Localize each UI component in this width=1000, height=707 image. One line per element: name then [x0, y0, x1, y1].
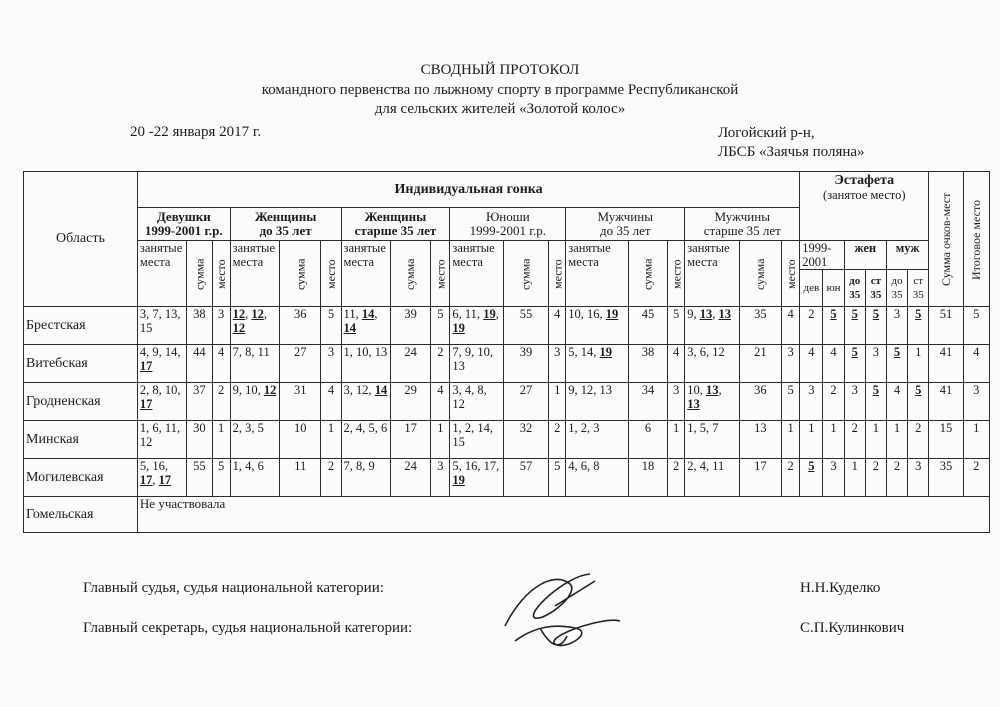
cell-sum: 21	[739, 345, 781, 383]
header-sum-5: сумма	[739, 241, 781, 307]
relay-value: 2	[851, 421, 858, 435]
cell-taken: 10, 16, 19	[566, 307, 629, 345]
group-line-2: старше 35 лет	[354, 223, 437, 238]
table-row	[24, 421, 990, 459]
relay-value: 2	[830, 383, 837, 397]
judge-name: Н.Н.Куделко	[800, 580, 881, 596]
cell-place: 3	[212, 307, 230, 345]
header-place-0: место	[212, 241, 230, 307]
relay-1999: 1999-2001	[800, 241, 844, 270]
cell-sum: 55	[503, 307, 548, 345]
cell-relay	[800, 459, 823, 497]
cell-relay	[865, 345, 886, 383]
header-taken-1: занятые места	[230, 241, 279, 307]
cell-place: 5	[668, 307, 685, 345]
cell-relay	[800, 383, 823, 421]
header-taken-0: занятые места	[137, 241, 186, 307]
cell-sum: 31	[280, 383, 321, 421]
relay-value: 5	[851, 345, 858, 359]
cell-place: 3	[321, 345, 341, 383]
group-line-1: Юноши	[485, 209, 530, 224]
cell-taken: 2, 4, 11	[685, 459, 739, 497]
cell-sum: 6	[628, 421, 667, 459]
cell-final: 4	[963, 345, 989, 383]
cell-place: 4	[549, 307, 566, 345]
cell-place: 3	[549, 345, 566, 383]
cell-place: 2	[549, 421, 566, 459]
header-region: Область	[24, 172, 138, 307]
table-row	[24, 459, 990, 497]
cell-place: 1	[431, 421, 450, 459]
cell-relay	[800, 307, 823, 345]
header-sum-2: сумма	[390, 241, 430, 307]
cell-place: 4	[321, 383, 341, 421]
cell-place: 5	[431, 307, 450, 345]
gomel-note: Не участвовала	[137, 497, 989, 533]
relay-subtitle: (занятое место)	[823, 188, 906, 202]
doc-subtitle-2: для сельских жителей «Золотой колос»	[374, 101, 626, 117]
cell-place: 4	[668, 345, 685, 383]
cell-relay	[800, 345, 823, 383]
cell-place: 3	[782, 345, 800, 383]
relay-value: 3	[808, 383, 815, 397]
cell-relay	[865, 459, 886, 497]
table-row	[24, 383, 990, 421]
cell-relay	[865, 383, 886, 421]
cell-sum: 34	[628, 383, 667, 421]
cell-taken: 11, 14, 14	[341, 307, 390, 345]
relay-value: 5	[808, 459, 815, 473]
relay-dev: дев	[800, 270, 823, 307]
cell-sum: 37	[187, 383, 212, 421]
place-line-2: ЛБСБ «Заячья поляна»	[718, 144, 865, 160]
secretary-label: Главный секретарь, судья национальной категории:	[83, 620, 413, 636]
cell-relay	[865, 421, 886, 459]
cell-relay	[823, 459, 844, 497]
cell-taken: 3, 7, 13, 15	[137, 307, 186, 345]
cell-sum: 17	[739, 459, 781, 497]
group-header-3	[450, 208, 566, 241]
cell-place: 1	[668, 421, 685, 459]
cell-place: 4	[212, 345, 230, 383]
cell-relay	[844, 459, 865, 497]
cell-sum: 17	[390, 421, 430, 459]
header-sum-4: сумма	[628, 241, 667, 307]
relay-value: 5	[872, 383, 879, 397]
cell-relay	[908, 459, 929, 497]
cell-relay	[800, 421, 823, 459]
cell-relay	[908, 345, 929, 383]
doc-place	[718, 124, 865, 162]
relay-value: 3	[872, 345, 879, 359]
doc-title: СВОДНЫЙ ПРОТОКОЛ	[420, 62, 580, 78]
header-sum-0: сумма	[187, 241, 212, 307]
cell-total: 41	[929, 345, 963, 383]
relay-value: 5	[915, 383, 922, 397]
signature-image	[495, 566, 625, 661]
cell-relay	[823, 421, 844, 459]
cell-total: 15	[929, 421, 963, 459]
cell-sum: 38	[628, 345, 667, 383]
relay-value: 2	[808, 307, 815, 321]
row-region: Витебская	[24, 345, 138, 383]
cell-sum: 45	[628, 307, 667, 345]
cell-relay	[844, 383, 865, 421]
cell-relay	[844, 421, 865, 459]
cell-taken: 1, 2, 3	[566, 421, 629, 459]
cell-relay	[886, 307, 907, 345]
relay-value: 1	[808, 421, 815, 435]
cell-total: 41	[929, 383, 963, 421]
relay-value: 1	[830, 421, 837, 435]
cell-taken: 5, 16, 17, 19	[450, 459, 503, 497]
cell-relay	[886, 345, 907, 383]
relay-zhen: жен	[844, 241, 886, 270]
header-sum-1: сумма	[280, 241, 321, 307]
relay-value: 2	[893, 459, 901, 473]
relay-value: 1	[893, 421, 901, 435]
cell-place: 1	[782, 421, 800, 459]
group-line-1: Девушки	[156, 209, 211, 224]
cell-taken: 9, 13, 13	[685, 307, 739, 345]
relay-title: Эстафета	[834, 173, 895, 188]
cell-sum: 10	[280, 421, 321, 459]
cell-sum: 35	[739, 307, 781, 345]
row-region: Могилевская	[24, 459, 138, 497]
header-place-3: место	[549, 241, 566, 307]
cell-place: 1	[549, 383, 566, 421]
row-region: Гомельская	[24, 497, 138, 533]
cell-place: 2	[321, 459, 341, 497]
cell-taken: 1, 5, 7	[685, 421, 739, 459]
cell-taken: 1, 4, 6	[230, 459, 279, 497]
cell-place: 1	[321, 421, 341, 459]
relay-value: 4	[830, 345, 837, 359]
relay-value: 5	[915, 307, 922, 321]
group-line-2: старше 35 лет	[703, 223, 781, 238]
cell-taken: 4, 9, 14, 17	[137, 345, 186, 383]
group-header-2	[341, 208, 450, 241]
cell-taken: 5, 16, 17, 17	[137, 459, 186, 497]
cell-sum: 11	[280, 459, 321, 497]
cell-sum: 24	[390, 459, 430, 497]
cell-relay	[844, 307, 865, 345]
table-row	[24, 345, 990, 383]
cell-sum: 39	[503, 345, 548, 383]
cell-taken: 9, 12, 13	[566, 383, 629, 421]
group-header-5	[685, 208, 800, 241]
cell-place: 1	[212, 421, 230, 459]
group-line-2: 1999-2001 г.р.	[469, 223, 547, 238]
header-taken-5: занятые места	[685, 241, 739, 307]
row-region: Брестская	[24, 307, 138, 345]
relay-muzh-st35: ст 35	[908, 270, 929, 307]
relay-value: 5	[830, 307, 837, 321]
cell-sum: 18	[628, 459, 667, 497]
relay-value: 1	[851, 459, 858, 473]
cell-relay	[823, 307, 844, 345]
relay-zhen-do35: до 35	[844, 270, 865, 307]
cell-taken: 2, 4, 5, 6	[341, 421, 390, 459]
header-place-1: место	[321, 241, 341, 307]
relay-value: 5	[893, 345, 901, 359]
cell-sum: 27	[280, 345, 321, 383]
header-place-5: место	[782, 241, 800, 307]
cell-sum: 27	[503, 383, 548, 421]
group-line-2: до 35 лет	[259, 223, 312, 238]
header-place-4: место	[668, 241, 685, 307]
group-line-2: до 35 лет	[599, 223, 651, 238]
cell-place: 2	[668, 459, 685, 497]
header-relay	[800, 172, 929, 241]
cell-taken: 1, 2, 14, 15	[450, 421, 503, 459]
group-line-1: Женщины	[364, 209, 427, 224]
relay-value: 1	[872, 421, 879, 435]
relay-value: 5	[872, 307, 879, 321]
cell-taken: 6, 11, 19, 19	[450, 307, 503, 345]
secretary-name: С.П.Кулинкович	[800, 620, 905, 636]
cell-relay	[886, 383, 907, 421]
cell-sum: 55	[187, 459, 212, 497]
cell-total: 35	[929, 459, 963, 497]
cell-relay	[844, 345, 865, 383]
group-line-1: Мужчины	[597, 209, 653, 224]
group-header-0	[137, 208, 230, 241]
relay-value: 4	[893, 383, 901, 397]
group-line-2: 1999-2001 г.р.	[144, 223, 223, 238]
table-row	[24, 307, 990, 345]
cell-taken: 10, 13, 13	[685, 383, 739, 421]
cell-relay	[823, 345, 844, 383]
header-individual: Индивидуальная гонка	[137, 172, 799, 208]
cell-final: 1	[963, 421, 989, 459]
cell-taken: 9, 10, 12	[230, 383, 279, 421]
table-row	[24, 497, 990, 533]
cell-taken: 7, 9, 10, 13	[450, 345, 503, 383]
cell-taken: 1, 6, 11, 12	[137, 421, 186, 459]
header-taken-4: занятые места	[566, 241, 629, 307]
relay-value: 2	[915, 421, 922, 435]
cell-relay	[886, 421, 907, 459]
cell-sum: 57	[503, 459, 548, 497]
cell-taken: 3, 6, 12	[685, 345, 739, 383]
cell-relay	[865, 307, 886, 345]
cell-taken: 2, 8, 10, 17	[137, 383, 186, 421]
results-table	[23, 171, 990, 533]
cell-sum: 32	[503, 421, 548, 459]
cell-sum: 13	[739, 421, 781, 459]
group-header-4	[566, 208, 685, 241]
relay-zhen-st35: ст 35	[865, 270, 886, 307]
cell-sum: 39	[390, 307, 430, 345]
relay-value: 2	[872, 459, 879, 473]
cell-total: 51	[929, 307, 963, 345]
header-sum-3: сумма	[503, 241, 548, 307]
cell-taken: 12, 12, 12	[230, 307, 279, 345]
cell-taken: 1, 10, 13	[341, 345, 390, 383]
cell-place: 2	[782, 459, 800, 497]
doc-subtitle-1: командного первенства по лыжному спорту в программе Республиканской	[261, 82, 739, 98]
header-sum-points: Сумма очков-мест	[929, 172, 963, 307]
cell-place: 4	[431, 383, 450, 421]
cell-final: 5	[963, 307, 989, 345]
header-taken-3: занятые места	[450, 241, 503, 307]
cell-sum: 30	[187, 421, 212, 459]
relay-value: 3	[830, 459, 837, 473]
cell-sum: 29	[390, 383, 430, 421]
header-final-place: Итоговое место	[963, 172, 989, 307]
relay-value: 3	[915, 459, 922, 473]
cell-relay	[908, 307, 929, 345]
relay-value: 5	[851, 307, 858, 321]
cell-relay	[823, 383, 844, 421]
doc-date: 20 -22 января 2017 г.	[130, 124, 262, 140]
cell-relay	[908, 383, 929, 421]
row-region: Гродненская	[24, 383, 138, 421]
judge-label: Главный судья, судья национальной категории:	[83, 580, 384, 596]
cell-sum: 36	[739, 383, 781, 421]
cell-final: 3	[963, 383, 989, 421]
relay-value: 1	[915, 345, 922, 359]
cell-place: 4	[782, 307, 800, 345]
header-place-2: место	[431, 241, 450, 307]
cell-place: 2	[431, 345, 450, 383]
cell-place: 5	[782, 383, 800, 421]
cell-place: 3	[668, 383, 685, 421]
cell-taken: 7, 8, 9	[341, 459, 390, 497]
cell-taken: 5, 14, 19	[566, 345, 629, 383]
place-line-1: Логойский р-н,	[718, 125, 815, 141]
cell-place: 5	[212, 459, 230, 497]
cell-sum: 36	[280, 307, 321, 345]
cell-relay	[908, 421, 929, 459]
row-region: Минская	[24, 421, 138, 459]
cell-taken: 2, 3, 5	[230, 421, 279, 459]
cell-place: 5	[549, 459, 566, 497]
cell-taken: 3, 4, 8, 12	[450, 383, 503, 421]
relay-muzh-do35: до 35	[886, 270, 907, 307]
group-line-1: Мужчины	[714, 209, 770, 224]
cell-place: 3	[431, 459, 450, 497]
cell-sum: 38	[187, 307, 212, 345]
cell-place: 2	[212, 383, 230, 421]
header-taken-2: занятые места	[341, 241, 390, 307]
group-line-1: Женщины	[254, 209, 317, 224]
relay-muzh: муж	[886, 241, 928, 270]
cell-taken: 4, 6, 8	[566, 459, 629, 497]
cell-sum: 44	[187, 345, 212, 383]
relay-yun: юн	[823, 270, 844, 307]
group-header-1	[230, 208, 341, 241]
cell-relay	[886, 459, 907, 497]
relay-value: 3	[893, 307, 901, 321]
cell-taken: 3, 12, 14	[341, 383, 390, 421]
cell-final: 2	[963, 459, 989, 497]
cell-place: 5	[321, 307, 341, 345]
cell-sum: 24	[390, 345, 430, 383]
relay-value: 3	[851, 383, 858, 397]
cell-taken: 7, 8, 11	[230, 345, 279, 383]
relay-value: 4	[808, 345, 815, 359]
